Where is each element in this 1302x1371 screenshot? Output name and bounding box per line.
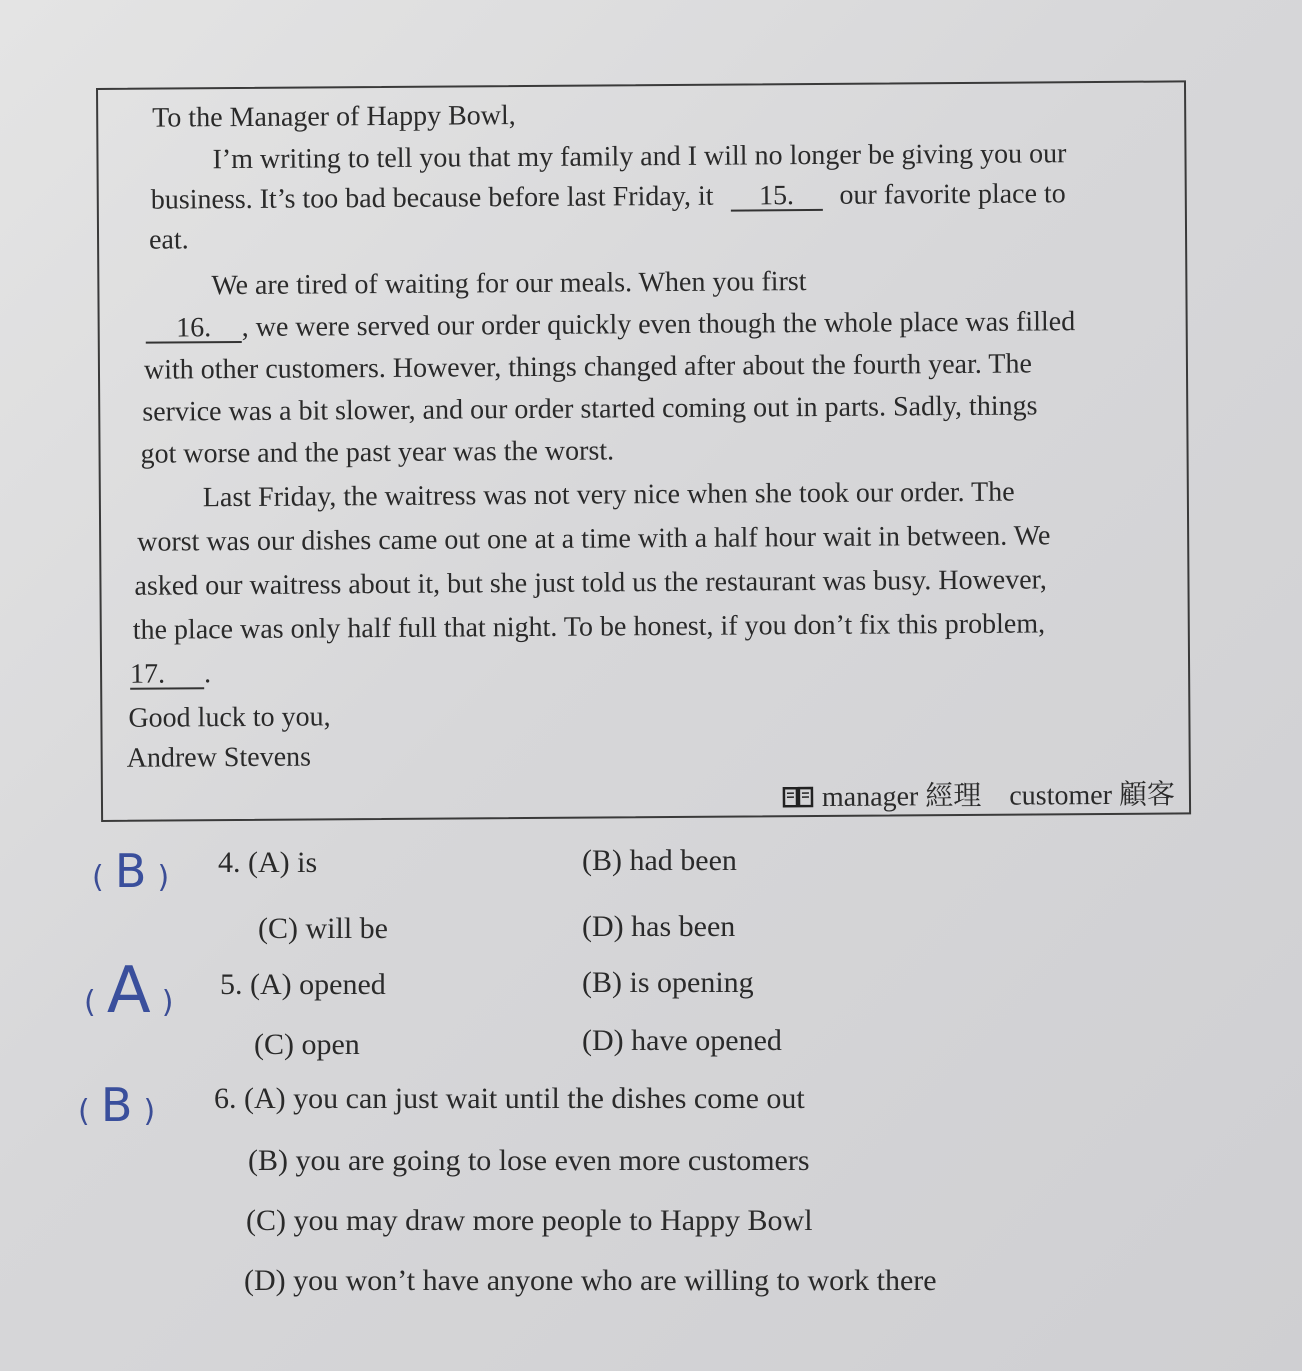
letter-line: service was a bit slower, and our order started coming out in parts. Sadly, things	[142, 390, 1038, 428]
letter-line	[130, 657, 211, 692]
book-icon	[782, 785, 814, 809]
answer-letter: A	[106, 954, 151, 1028]
q5-option-c: (C) open	[254, 1028, 360, 1061]
letter-line: worst was our dishes came out one at a time with a half hour wait in between. We	[137, 520, 1051, 558]
letter-text: .	[203, 658, 212, 690]
q4-option-d: (D) has been	[582, 910, 736, 943]
q5-option-d: (D) have opened	[582, 1024, 782, 1057]
letter-line: I’m writing to tell you that my family and I will no longer be giving you our	[212, 138, 1067, 176]
q6-option-b: (B) you are going to lose even more customers	[248, 1144, 810, 1177]
salutation: To the Manager of Happy Bowl,	[152, 100, 516, 134]
q4-option-b: (B) had been	[582, 844, 737, 877]
letter-text: , we were served our order quickly even though the whole place was filled	[241, 306, 1076, 343]
letter-line: eat.	[148, 224, 189, 256]
letter-line: the place was only half full that night. To be honest, if you don’t fix this problem,	[132, 608, 1046, 646]
letter-line: We are tired of waiting for our meals. When you first	[211, 266, 807, 302]
letter-line	[146, 305, 1076, 345]
answer-mark-4: ( B )	[92, 844, 170, 898]
q6-option-a: 6. (A) you can just wait until the dishes come out	[214, 1082, 805, 1115]
letter-line: got worse and the past year was the worst.	[140, 435, 615, 470]
q4-option-a: 4. (A) is	[218, 846, 318, 879]
letter-box	[96, 80, 1191, 822]
glossary-text: manager 經理 customer 顧客	[821, 779, 1176, 813]
glossary	[782, 772, 1175, 815]
q6-option-c: (C) you may draw more people to Happy Bowl	[246, 1204, 813, 1237]
letter-text: our favorite place to	[839, 178, 1066, 211]
q6-option-d: (D) you won’t have anyone who are willing to work there	[244, 1264, 937, 1297]
q5-option-b: (B) is opening	[582, 966, 754, 999]
answer-letter: B	[100, 1078, 133, 1132]
blank-15: 15.	[730, 183, 822, 212]
answer-letter: B	[114, 844, 147, 898]
q4-option-c: (C) will be	[258, 912, 388, 945]
q5-option-a: 5. (A) opened	[220, 968, 386, 1001]
closing: Good luck to you,	[128, 701, 331, 734]
letter-line: with other customers. However, things changed after about the fourth year. The	[143, 348, 1032, 386]
blank-16: 16.	[146, 315, 242, 344]
answer-mark-5: ( A )	[84, 954, 174, 1028]
letter-text: business. It’s too bad because before last Friday, it	[150, 180, 714, 216]
letter-line: Last Friday, the waitress was not very nice when she took our order. The	[202, 476, 1015, 514]
letter-line: asked our waitress about it, but she just told us the restaurant was busy. However,	[134, 564, 1047, 602]
answer-mark-6: ( B )	[78, 1078, 156, 1132]
signature: Andrew Stevens	[126, 741, 312, 774]
letter-line	[151, 177, 1066, 217]
blank-17: 17.	[130, 661, 204, 690]
